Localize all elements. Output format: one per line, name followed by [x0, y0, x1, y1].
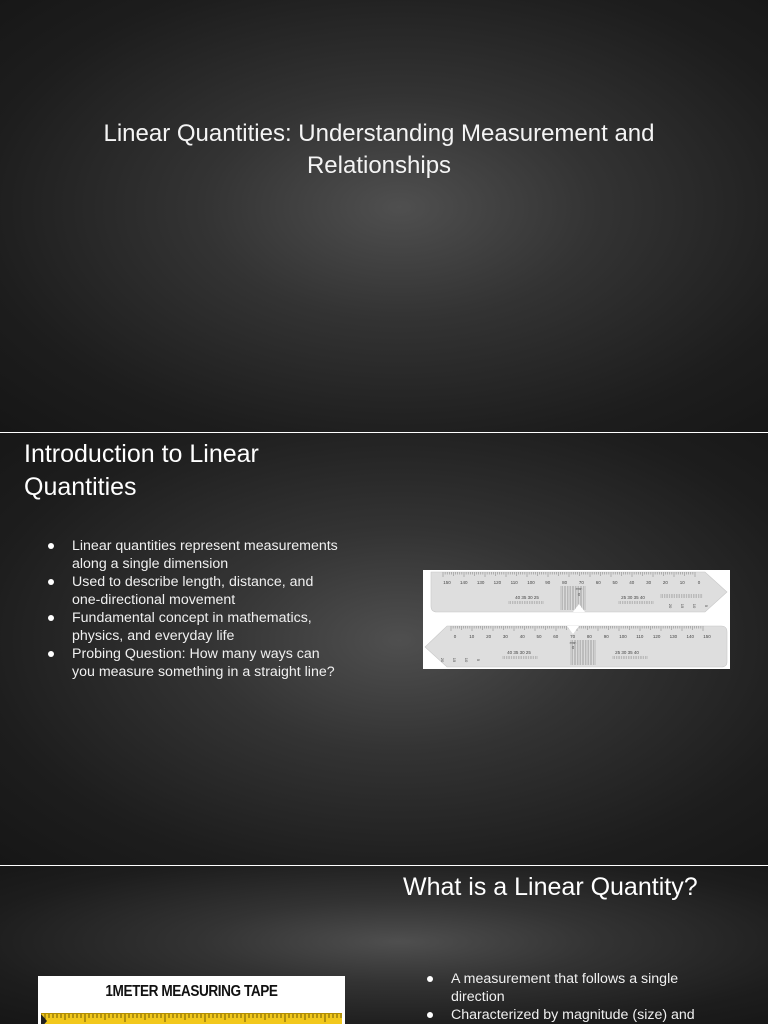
ruler-side-label: 5: [704, 604, 709, 608]
ruler-inner-label: 40 35 30 25: [507, 650, 531, 655]
ruler-side-label: 20: [440, 657, 445, 663]
tape-tick-marks: [45, 1014, 341, 1022]
ruler-tick-label: 40: [629, 580, 635, 585]
bullet-item: Fundamental concept in mathematics, physics, and everyday life: [24, 609, 344, 645]
ruler-tick-label: 80: [586, 634, 592, 639]
ruler-tick-label: 10: [679, 580, 685, 585]
ruler-image: [423, 570, 730, 669]
ruler-side-label: 15: [680, 603, 685, 609]
ruler-unit-label: mm: [569, 640, 577, 645]
ruler-tick-label: 150: [703, 634, 711, 639]
ruler-illustration: [423, 570, 730, 669]
ruler-tick-label: 150: [443, 580, 451, 585]
ruler-tick-label: 30: [646, 580, 652, 585]
ruler-tick-label: 100: [619, 634, 627, 639]
ruler-tick-label: 110: [636, 634, 644, 639]
ruler-side-label: 5: [476, 658, 481, 662]
tape-strip: [41, 1013, 342, 1024]
slide-heading: Introduction to Linear Quantities: [24, 440, 259, 501]
ruler-tick-label: 0: [697, 580, 701, 585]
tape-caption: 1METER MEASURING TAPE: [105, 983, 278, 1000]
ruler-side-label: 10: [692, 603, 697, 609]
presentation-title: Linear Quantities: Understanding Measurement and Relationships: [103, 120, 655, 179]
ruler-tick-label: 120: [652, 634, 661, 639]
bullet-list: [403, 970, 723, 1024]
ruler-tick-label: 0: [453, 634, 457, 639]
ruler-side-label: 10: [464, 657, 469, 663]
ruler-inner-label: 25 30 35 40: [621, 595, 645, 600]
ruler-tick-label: 60: [553, 634, 559, 639]
ruler-tick-label: 10: [469, 634, 475, 639]
ruler-tick-label: 50: [536, 634, 542, 639]
bullet-item: Probing Question: How many ways can you measure something in a straight line?: [24, 645, 344, 681]
ruler-unit-label: mm: [575, 586, 583, 591]
ruler-inner-label: 40 35 30 25: [515, 595, 539, 600]
ruler-tick-label: 60: [595, 580, 601, 585]
measuring-tape-image: [38, 976, 345, 1024]
ruler-tick-label: 50: [612, 580, 618, 585]
tape-ticks: [41, 1014, 342, 1024]
ruler-tick-label: 110: [510, 580, 518, 585]
bullet-item: Linear quantities represent measurements along a single dimension: [24, 537, 344, 573]
bullet-item: Characterized by magnitude (size) and: [403, 1006, 723, 1024]
slide-heading: What is a Linear Quantity?: [403, 873, 698, 901]
ruler-tick-label: 90: [545, 580, 551, 585]
bullet-list: [24, 537, 344, 681]
ruler-inner-label: 25 30 35 40: [615, 650, 639, 655]
ruler-tick-label: 20: [486, 634, 492, 639]
ruler-tick-label: 100: [527, 580, 535, 585]
ruler-side-label: 15: [452, 657, 457, 663]
ruler-zero-label: 0: [571, 645, 575, 650]
ruler-zero-label: 0: [577, 592, 581, 597]
ruler-tick-label: 70: [578, 580, 584, 585]
ruler-tick-label: 20: [662, 580, 668, 585]
ruler-tick-label: 40: [519, 634, 525, 639]
ruler-tick-label: 130: [476, 580, 485, 585]
definition-slide: [0, 866, 768, 1024]
tape-end-hook: [41, 1014, 47, 1024]
ruler-tick-label: 130: [669, 634, 678, 639]
ruler-tick-label: 80: [562, 580, 568, 585]
ruler-side-label: 20: [668, 603, 673, 609]
ruler-tick-label: 90: [603, 634, 609, 639]
intro-slide: [0, 433, 768, 865]
ruler-tick-label: 140: [460, 580, 468, 585]
ruler-tick-label: 30: [502, 634, 508, 639]
ruler-tick-label: 70: [570, 634, 576, 639]
ruler-tick-label: 120: [493, 580, 502, 585]
bullet-item: Used to describe length, distance, and one-directional movement: [24, 573, 344, 609]
title-slide: [0, 0, 768, 432]
ruler-tick-label: 140: [686, 634, 694, 639]
bullet-item: A measurement that follows a single direction: [403, 970, 723, 1006]
